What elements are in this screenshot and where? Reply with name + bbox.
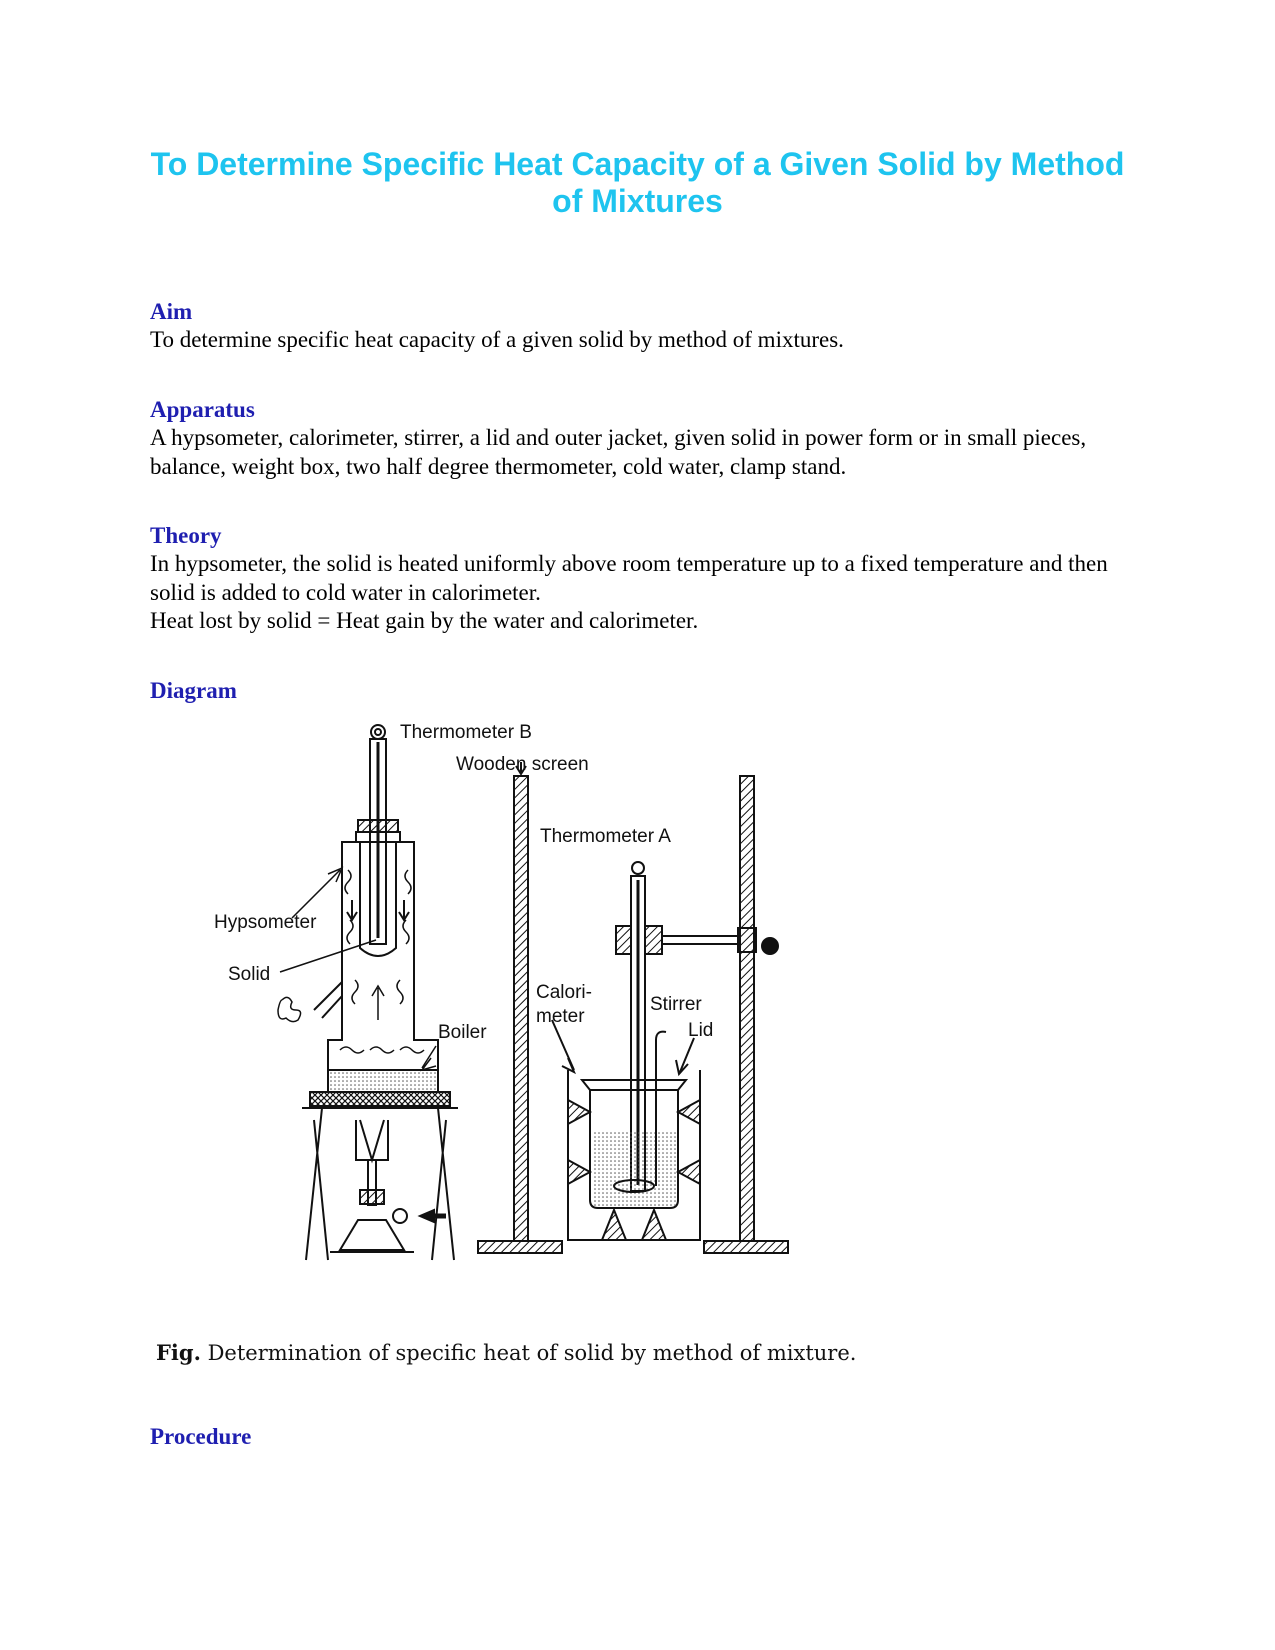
apparatus-section <box>150 396 1110 481</box>
aim-text: To determine specific heat capacity of a given solid by method of mixtures. <box>150 327 844 352</box>
aim-heading: Aim <box>150 299 193 324</box>
apparatus-diagram <box>210 720 850 1310</box>
label-boiler: Boiler <box>438 1022 487 1043</box>
apparatus-heading: Apparatus <box>150 397 255 422</box>
label-solid: Solid <box>228 964 271 985</box>
page-title: To Determine Specific Heat Capacity of a Given Solid by Method of Mixtures <box>150 146 1125 219</box>
caption-prefix: Fig. <box>156 1340 201 1365</box>
procedure-heading: Procedure <box>150 1424 252 1449</box>
label-thermometer-a: Thermometer A <box>540 826 671 847</box>
theory-text: In hypsometer, the solid is heated uniformly above room temperature up to a fixed temperature and then solid is added to cold water in calorimeter. <box>150 551 1108 605</box>
theory-equation: Heat lost by solid = Heat gain by the water and calorimeter. <box>150 608 699 633</box>
label-wooden-screen: Wooden screen <box>456 754 589 775</box>
label-calori: Calori- <box>536 982 592 1003</box>
calorimeter-drawing <box>552 862 700 1240</box>
caption-text: Determination of specific heat of solid by method of mixture. <box>207 1341 857 1365</box>
label-meter: meter <box>536 1006 585 1027</box>
label-hypsometer: Hypsometer <box>214 912 317 933</box>
procedure-section <box>150 1423 1110 1451</box>
diagram-section <box>150 677 1110 705</box>
label-lid: Lid <box>688 1020 714 1041</box>
theory-heading: Theory <box>150 523 222 548</box>
theory-section <box>150 522 1110 636</box>
diagram-heading: Diagram <box>150 678 237 703</box>
hypsometer-drawing <box>278 725 458 1260</box>
label-thermometer-b: Thermometer B <box>400 722 532 743</box>
figure-caption <box>156 1340 1056 1365</box>
aim-section <box>150 298 1110 355</box>
apparatus-text: A hypsometer, calorimeter, stirrer, a lid and outer jacket, given solid in power form or in small pieces, balance, weight box, two half degree thermometer, cold water, clamp stand. <box>150 425 1087 479</box>
label-stirrer: Stirrer <box>650 994 702 1015</box>
